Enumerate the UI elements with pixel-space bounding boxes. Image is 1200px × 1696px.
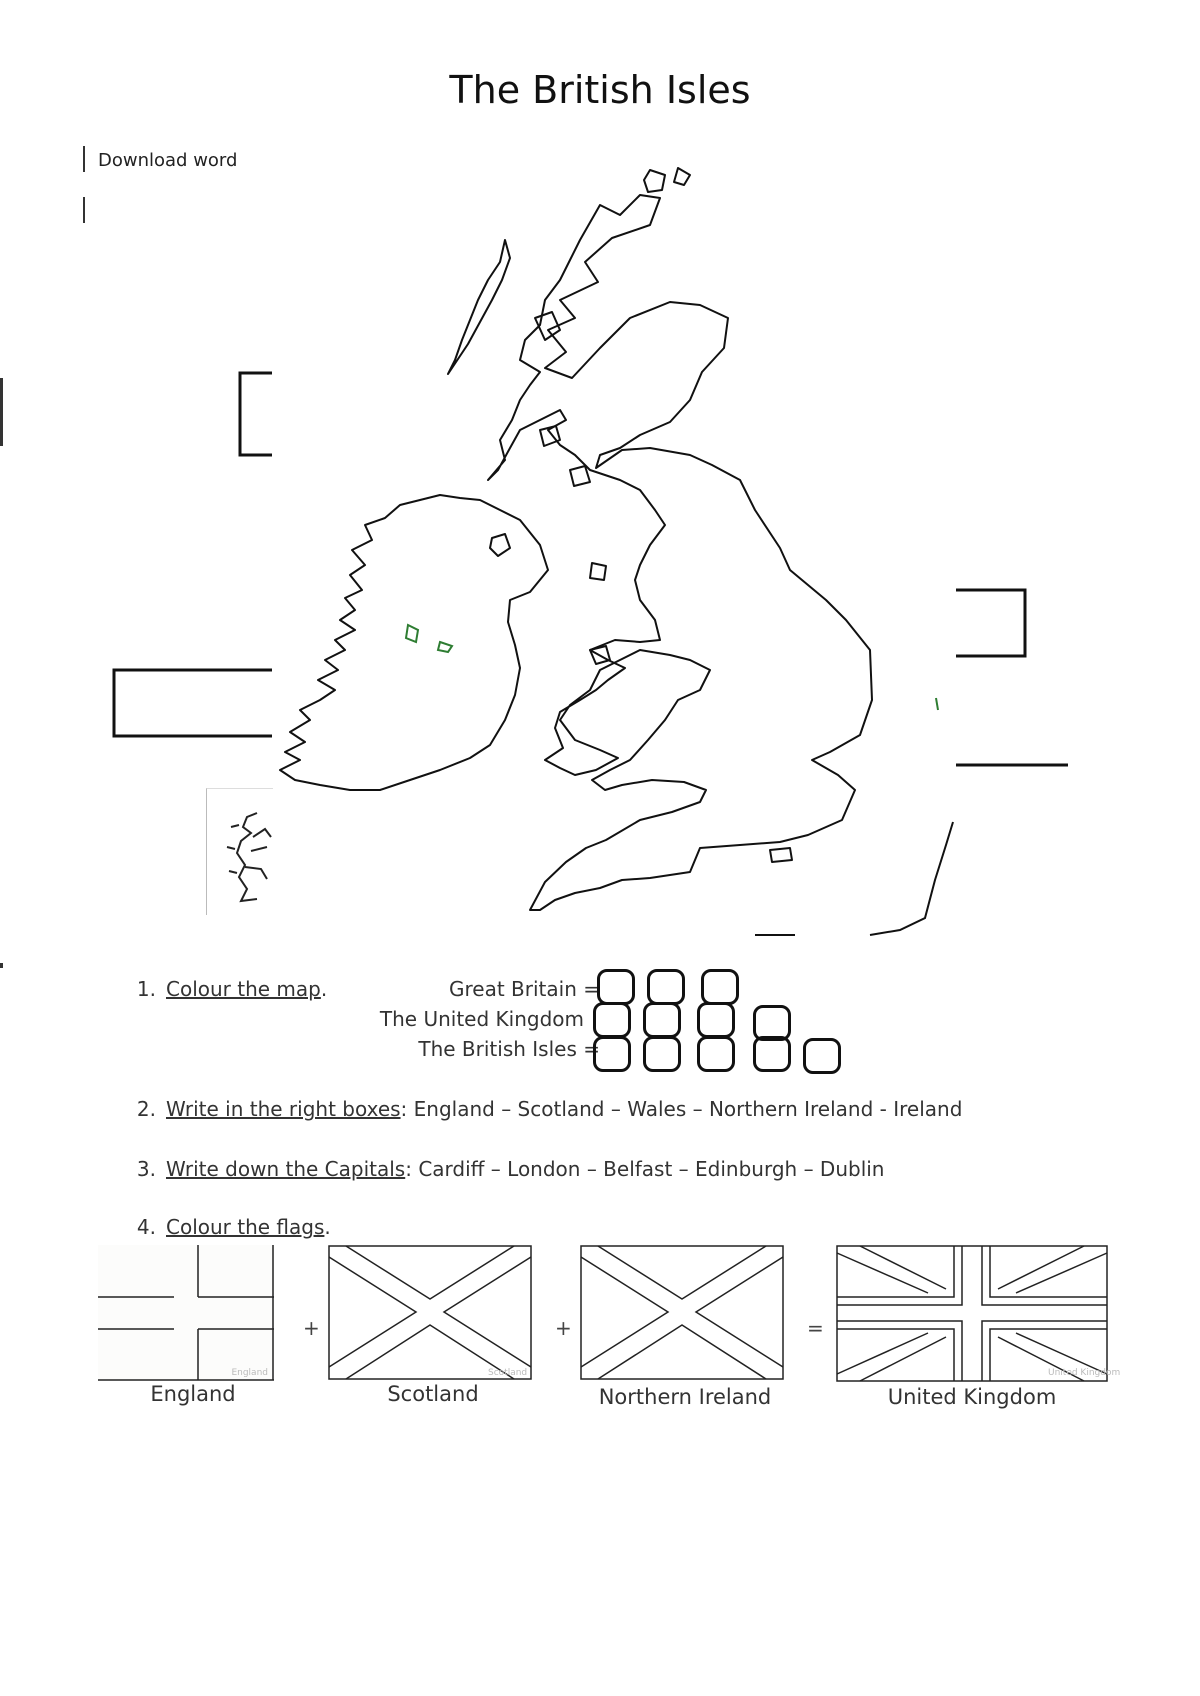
term-united-kingdom: The United Kingdom	[379, 1007, 584, 1031]
letter-box[interactable]	[803, 1038, 841, 1074]
flag-caption-united-kingdom: United Kingdom	[887, 1385, 1057, 1409]
task-4	[120, 1215, 331, 1239]
letter-box[interactable]	[697, 1036, 735, 1072]
task-number: 3.	[136, 1157, 156, 1181]
flag-northern-ireland[interactable]	[580, 1245, 784, 1380]
task-instruction: Write in the right boxes	[166, 1097, 401, 1121]
task-instruction: Colour the flags	[166, 1215, 325, 1239]
task-number: 2.	[136, 1097, 156, 1121]
equals-operator: =	[807, 1316, 824, 1340]
flag-watermark: Scotland	[488, 1368, 528, 1378]
task-2	[120, 1097, 962, 1121]
plus-operator: +	[303, 1316, 320, 1340]
task-instruction: Colour the map	[166, 977, 321, 1001]
task-number: 4.	[136, 1215, 156, 1239]
task-text: .	[320, 977, 328, 1001]
term-great-britain: Great Britain =	[449, 977, 600, 1001]
task-text: : Cardiff – London – Belfast – Edinburgh – Dublin	[405, 1157, 885, 1181]
flag-caption-england: England	[150, 1382, 236, 1406]
letter-box[interactable]	[697, 1002, 735, 1038]
letter-box[interactable]	[643, 1036, 681, 1072]
flag-watermark: England	[231, 1368, 268, 1378]
flag-scotland[interactable]	[328, 1245, 532, 1380]
flag-caption-scotland: Scotland	[387, 1382, 479, 1406]
page-title: The British Isles	[449, 68, 751, 112]
flag-united-kingdom[interactable]	[836, 1245, 1121, 1382]
flag-england[interactable]	[98, 1245, 274, 1380]
plus-operator: +	[555, 1316, 572, 1340]
letter-box[interactable]	[701, 969, 739, 1005]
flag-caption-northern-ireland: Northern Ireland	[598, 1385, 772, 1409]
task-instruction: Write down the Capitals	[166, 1157, 406, 1181]
welsh-dragon-image	[206, 788, 273, 915]
letter-box[interactable]	[643, 1002, 681, 1038]
task-1	[120, 977, 327, 1001]
download-word-link[interactable]: Download word	[98, 150, 238, 171]
task-3	[120, 1157, 885, 1181]
letter-box[interactable]	[593, 1002, 631, 1038]
letter-box[interactable]	[647, 969, 685, 1005]
letter-box[interactable]	[597, 969, 635, 1005]
letter-box[interactable]	[753, 1036, 791, 1072]
task-number: 1.	[136, 977, 156, 1001]
letter-box[interactable]	[593, 1036, 631, 1072]
task-text: .	[324, 1215, 331, 1239]
flag-watermark: United Kingdom	[1048, 1368, 1121, 1378]
margin-mark	[0, 963, 3, 968]
welsh-dragon-icon	[217, 807, 273, 907]
task-text: : England – Scotland – Wales – Northern Ireland - Ireland	[400, 1097, 963, 1121]
term-british-isles: The British Isles =	[418, 1037, 600, 1061]
